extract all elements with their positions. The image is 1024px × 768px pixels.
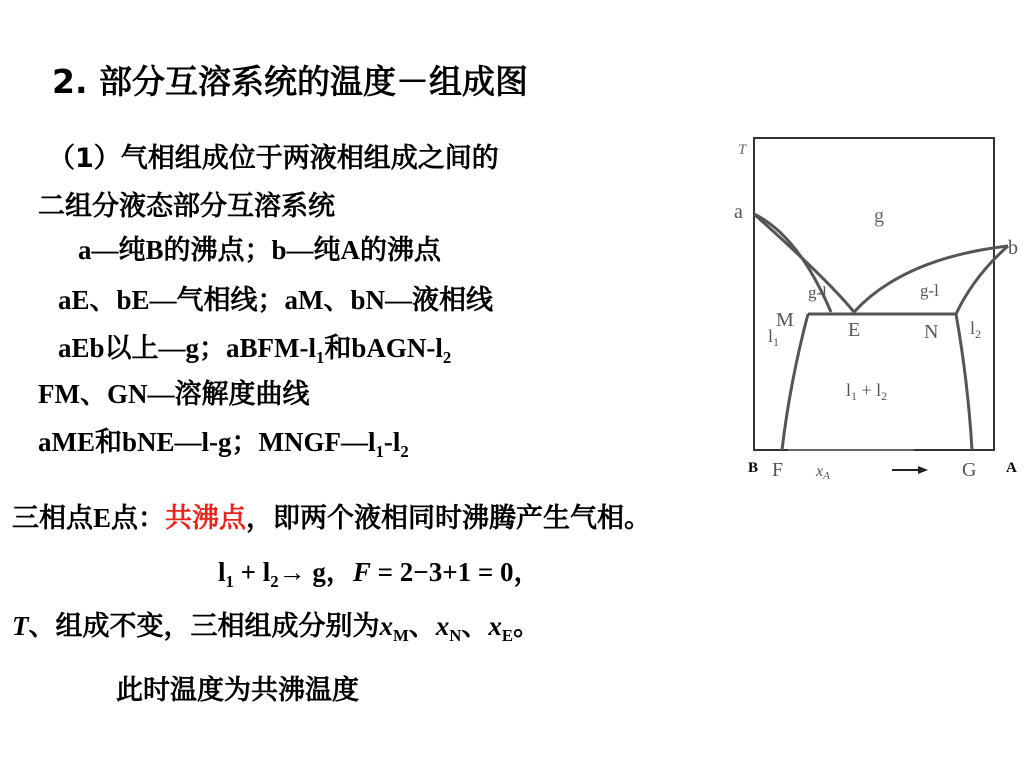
point-a-label: a (734, 201, 743, 223)
two-liquid-s2: 2 (881, 389, 888, 403)
region-l1-plus-l2-label (846, 380, 887, 403)
solubility-curve-FM (782, 314, 808, 450)
eq-l1: l (218, 557, 226, 587)
azeotropic-temperature-line: 此时温度为共沸温度 (116, 675, 359, 706)
composition-line (12, 604, 540, 643)
comp-xN-sub: N (449, 625, 462, 645)
point-F-label: F (772, 459, 784, 480)
note-regions-sub-1: 1 (316, 347, 325, 367)
component-A-label: A (1006, 460, 1017, 476)
note-boiling-points: a—纯B的沸点；b—纯A的沸点 (78, 235, 442, 265)
note-two-phase-text-2: -l (383, 427, 401, 457)
note-two-phase-sub-1: 1 (375, 441, 384, 461)
comp-xM-sub: M (393, 625, 409, 645)
component-B-label: B (748, 460, 759, 476)
subtitle-line-1: （1）气相组成位于两液相组成之间的 (48, 143, 499, 174)
l2-letter: l (970, 318, 976, 338)
eq-l1-sub: 1 (225, 571, 234, 591)
vapor-line-bE (854, 246, 1008, 312)
point-b-label: b (1008, 237, 1018, 259)
point-N-label: N (924, 321, 939, 343)
note-two-phase-sub-2: 2 (400, 441, 409, 461)
axis-T-label: T (738, 142, 747, 158)
comp-xE: x (488, 611, 502, 641)
comp-xM: x (379, 611, 393, 641)
comp-text-3: 、 (461, 611, 489, 641)
two-liquid-l1: l (846, 380, 852, 400)
point-G-label: G (962, 459, 977, 480)
degrees-of-freedom-equation (218, 550, 540, 589)
phase-diagram (728, 130, 1024, 480)
note-solubility-curves: FM、GN—溶解度曲线 (38, 379, 310, 409)
note-regions-sub-2: 2 (442, 347, 452, 367)
l2-sub: 2 (975, 327, 982, 341)
l1-sub: 1 (773, 335, 780, 349)
xA-letter: x (816, 463, 824, 480)
eq-F: F (352, 557, 371, 587)
note-regions-text-2: 和bAGN-l (324, 333, 443, 363)
eq-arrow-g: → g， (278, 557, 353, 587)
point-M-label: M (776, 309, 794, 331)
triple-point-line (12, 496, 651, 535)
comp-text-1: 、组成不变，三相组成分别为 (28, 611, 380, 641)
region-g-label: g (874, 205, 884, 227)
xA-sub: A (823, 470, 830, 480)
eq-l2-sub: 2 (270, 571, 279, 591)
comp-T: T (12, 611, 29, 641)
two-liquid-s1: 1 (851, 389, 858, 403)
region-l2-label (970, 318, 981, 341)
axis-xA-label (815, 463, 830, 480)
note-two-phase-text-1: aME和bNE—l-g；MNGF—l (38, 427, 376, 457)
triple-point-suffix: ，即两个液相同时沸腾产生气相。 (246, 503, 652, 533)
note-phase-lines: aE、bE—气相线；aM、bN—液相线 (58, 285, 494, 315)
comp-text-4: 。 (513, 611, 541, 641)
azeotrope-highlight: 共沸点 (165, 503, 247, 533)
point-E-label: E (848, 319, 861, 341)
comp-xE-sub: E (501, 625, 514, 645)
eq-l2: + l (233, 557, 271, 587)
comp-xN: x (435, 611, 450, 641)
subtitle-line-2: 二组分液态部分互溶系统 (38, 191, 335, 222)
xa-arrow-head (918, 466, 928, 474)
liquid-line-bN (956, 246, 1008, 314)
region-gl-left-label: g-l (808, 283, 827, 302)
region-gl-right-label: g-l (920, 281, 939, 300)
triple-point-prefix: 三相点E点： (12, 503, 166, 533)
comp-text-2: 、 (408, 611, 436, 641)
l1-letter: l (768, 326, 774, 346)
eq-result: = 2−3+1 = 0， (370, 557, 541, 587)
note-regions (58, 326, 451, 365)
note-two-phase (38, 420, 409, 459)
two-liquid-plus: + l (857, 380, 882, 400)
slide-title: 2. 部分互溶系统的温度－组成图 (52, 62, 528, 101)
note-regions-text-1: aEb以上—g；aBFM-l (58, 333, 317, 363)
